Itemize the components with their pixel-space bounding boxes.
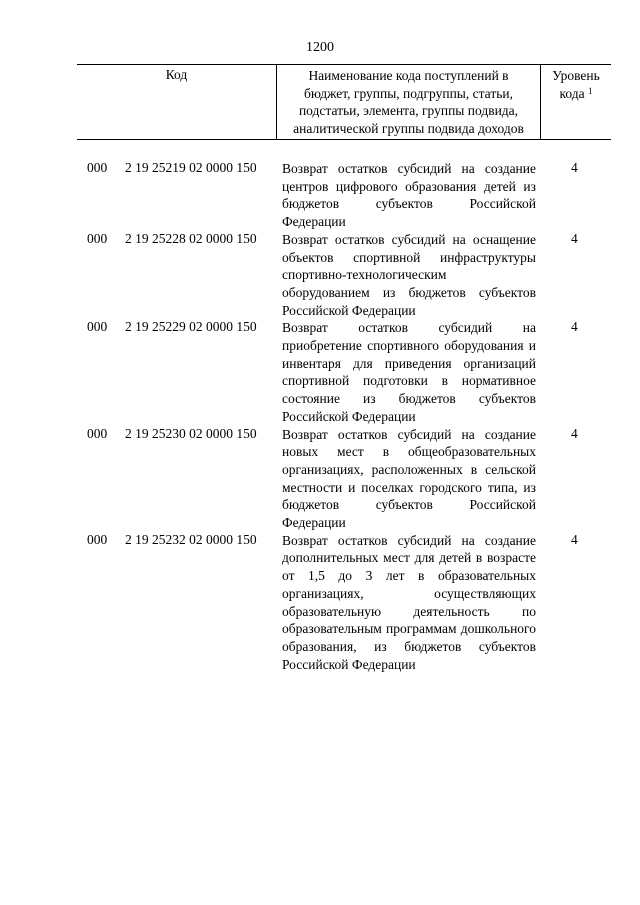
footnote-marker: 1 [587, 85, 593, 96]
table-row [0, 231, 640, 320]
table-row [0, 160, 640, 231]
admin-code: 000 [87, 531, 108, 547]
table-row [0, 532, 640, 674]
income-name: Возврат остатков субсидий на создание новых мест в общеобразовательных организациях, расположенных в сельской местности и поселках городского типа, из бюджетов субъектов Российской Федерации [282, 426, 536, 531]
header-name-line: аналитической группы подвида доходов [293, 120, 524, 136]
budget-code: 2 19 25219 02 0000 150 [125, 160, 257, 175]
header-name [277, 65, 541, 139]
budget-code: 2 19 25229 02 0000 150 [125, 319, 257, 335]
header-name-line: бюджет, группы, подгруппы, статьи, [304, 85, 513, 101]
admin-code: 000 [87, 230, 108, 246]
code-level: 4 [571, 319, 578, 335]
budget-code: 2 19 25232 02 0000 150 [125, 531, 257, 547]
income-name: Возврат остатков субсидий на приобретение спортивного оборудования и инвентаря для приведения организаций спортивной подготовки в нормативное состояние из бюджетов субъектов Российской Федерации [282, 320, 536, 424]
header-level-word: кода [559, 85, 585, 101]
header-level-line: Уровень [552, 68, 600, 83]
code-level: 4 [571, 531, 578, 547]
table-header [77, 64, 611, 140]
header-code: Код [77, 65, 277, 139]
code-level: 4 [571, 425, 578, 441]
header-level [541, 65, 611, 139]
table-row [0, 426, 640, 532]
income-name: Возврат остатков субсидий на создание дополнительных мест для детей в возрасте от 1,5 до 3 лет в образовательных организациях, осуществляющих образовательную деятельность по образовательным программам дошкольного образования, из бюджетов субъектов Российской Федерации [282, 532, 536, 672]
income-name: Возврат остатков субсидий на оснащение объектов спортивной инфраструктуры спортивно-технологическим оборудованием из бюджетов субъектов Российской Федерации [282, 231, 536, 318]
income-name: Возврат остатков субсидий на создание центров цифрового образования детей из бюджетов субъектов Российской Федерации [282, 161, 536, 230]
header-name-line: подстатьи, элемента, группы подвида, [298, 103, 519, 119]
budget-code: 2 19 25228 02 0000 150 [125, 230, 257, 246]
admin-code: 000 [87, 425, 108, 441]
table-row [0, 319, 640, 425]
page-number: 1200 [306, 40, 334, 55]
budget-code: 2 19 25230 02 0000 150 [125, 425, 257, 441]
admin-code: 000 [87, 319, 108, 335]
code-level: 4 [571, 160, 578, 175]
table-body [0, 160, 640, 673]
code-level: 4 [571, 230, 578, 246]
header-name-line: Наименование кода поступлений в [308, 68, 509, 83]
header-level-line [541, 85, 611, 103]
admin-code: 000 [87, 160, 108, 175]
